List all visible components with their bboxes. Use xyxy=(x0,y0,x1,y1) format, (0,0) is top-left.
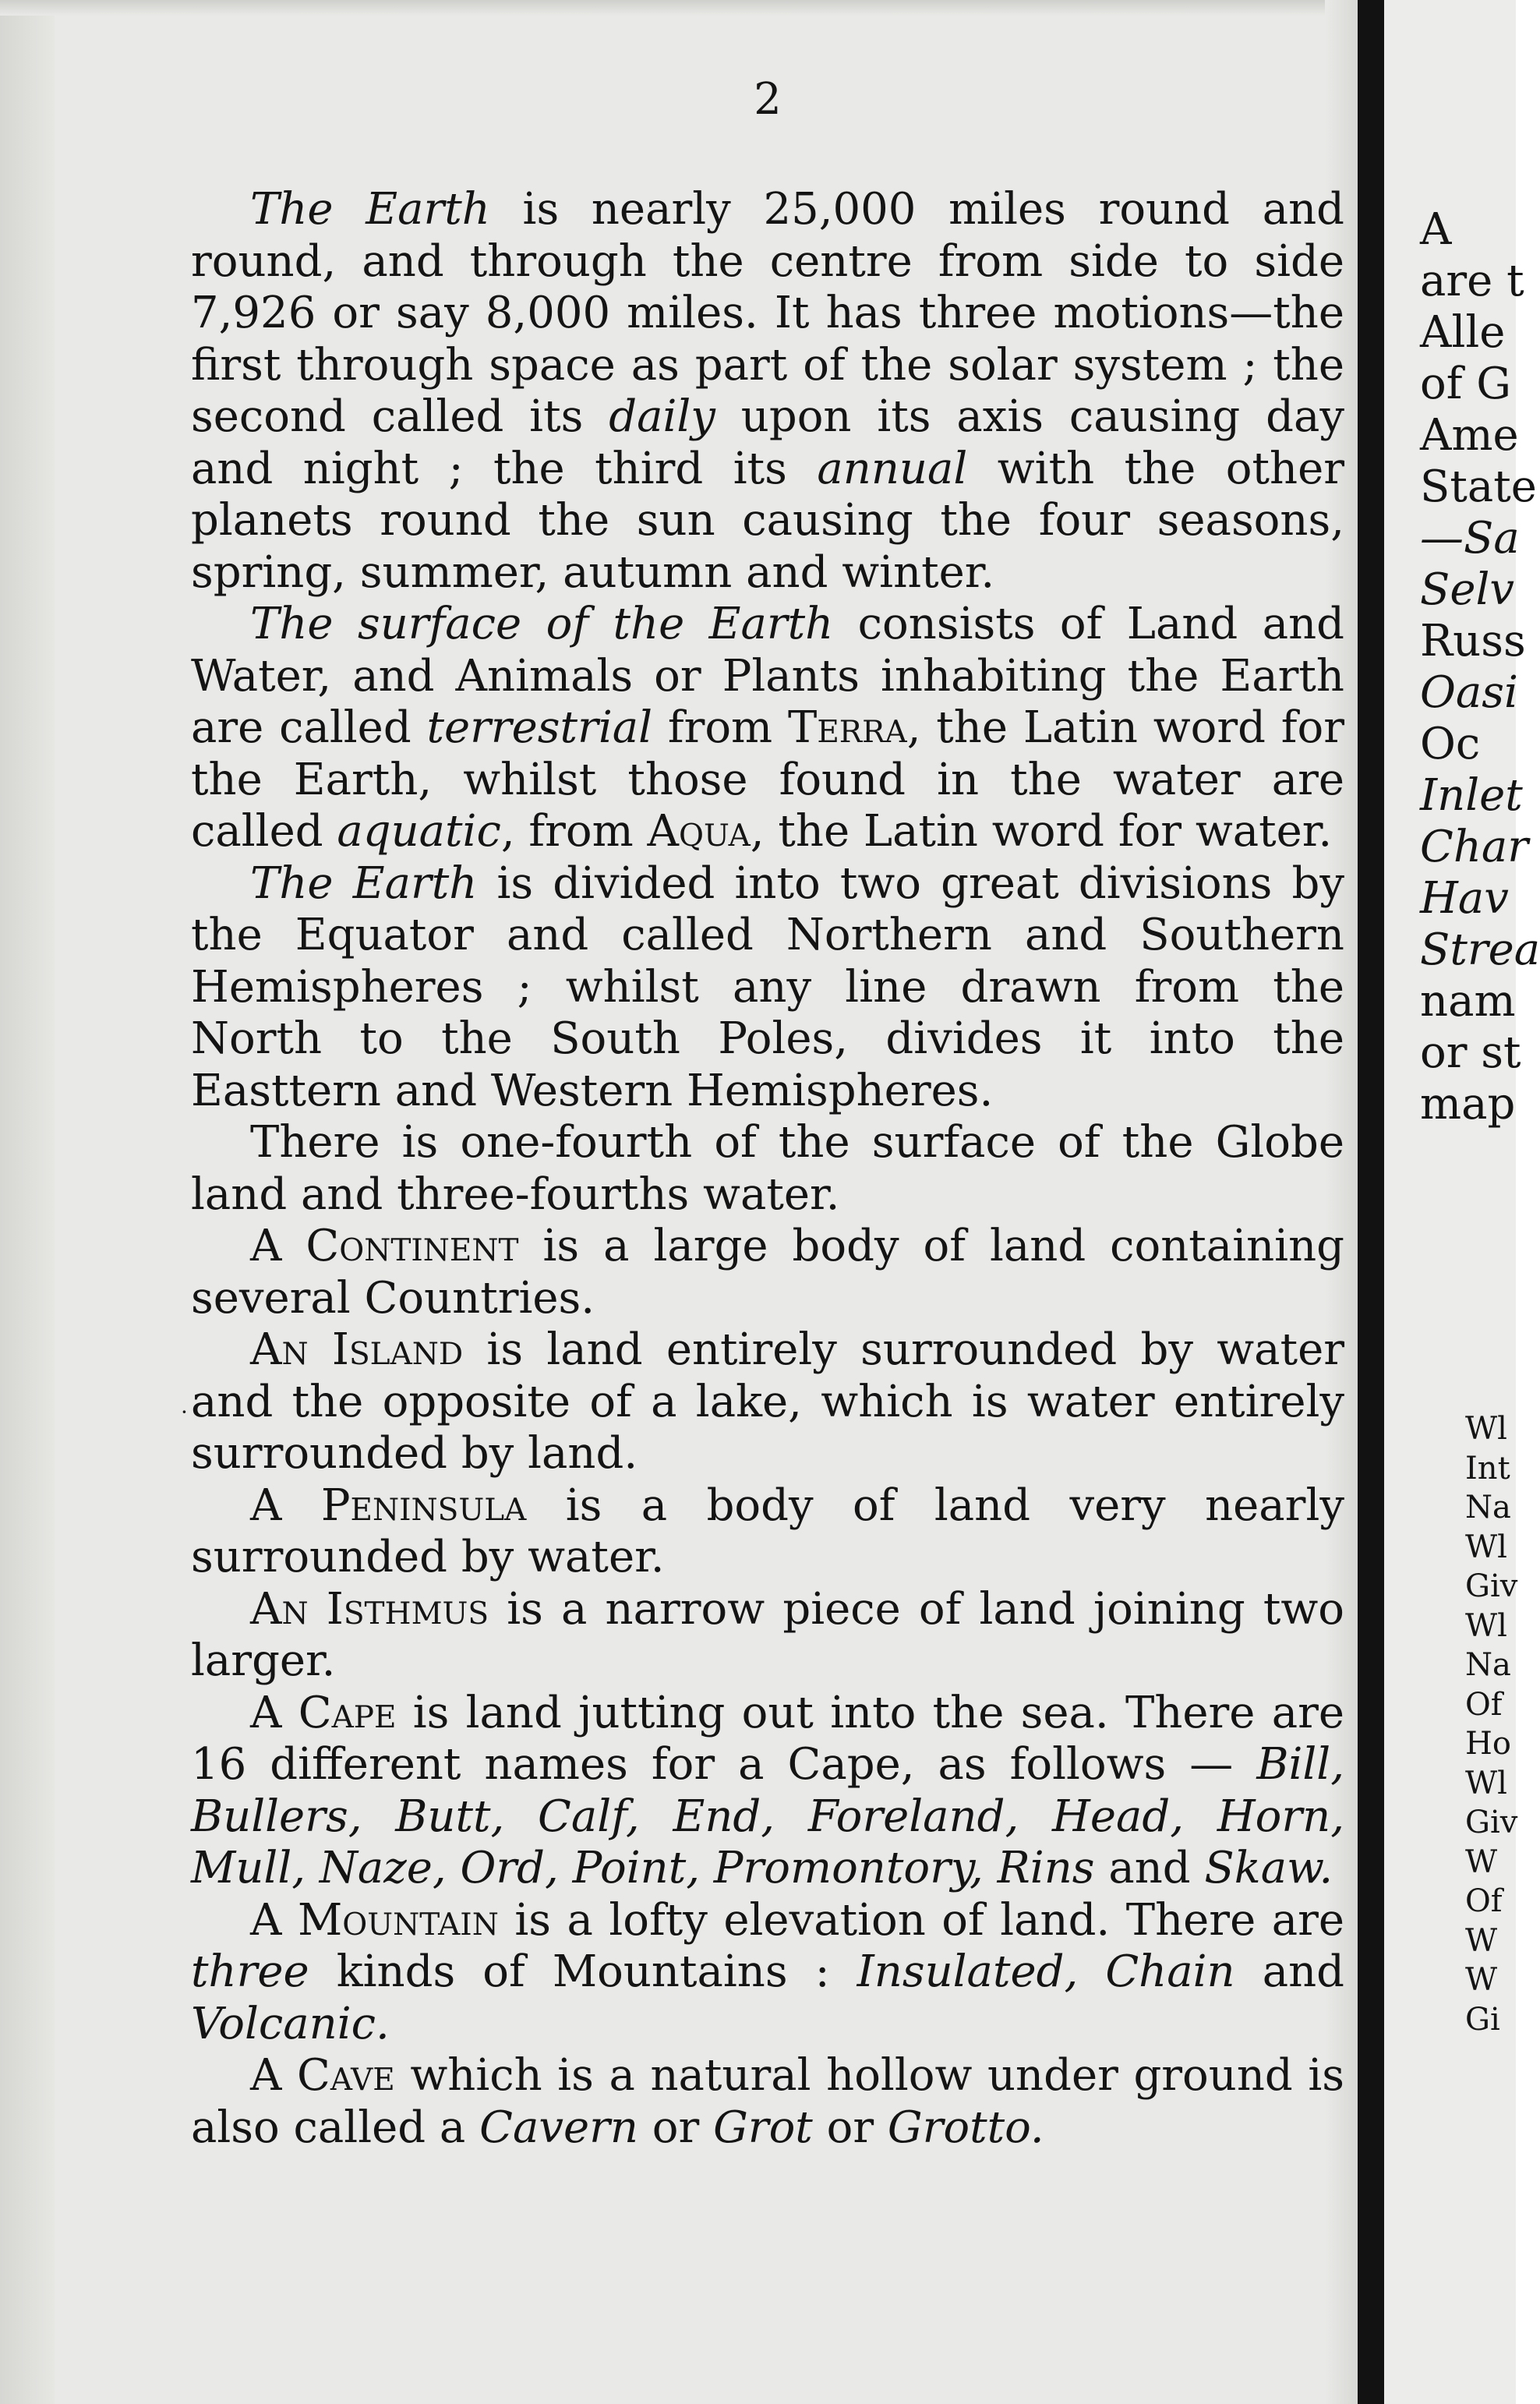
paragraph-isthmus xyxy=(191,1584,1344,1688)
text-run: is nearly 25,000 miles round and round, and through the centre from side to side 7,926 or say 8,000 miles. It has three motions—the first through space as part of the solar system ; the second called its xyxy=(191,184,1345,442)
facing-line: Oasi xyxy=(1420,667,1518,718)
facing-line: are t xyxy=(1420,256,1524,306)
paragraph-hemispheres xyxy=(191,858,1344,1118)
text-run: kinds of Mountains : xyxy=(309,1946,857,1997)
text-run: , the Latin word for water. xyxy=(750,806,1333,857)
text-run: is a narrow piece of land joining two larger. xyxy=(191,1583,1344,1686)
facing-line: Gi xyxy=(1465,2001,1500,2038)
emphasis: Bill, Bullers, Butt, Calf, End, Foreland, Head, Horn, Mull, Naze, Ord, Point, Promontory, Rins xyxy=(191,1739,1344,1893)
small-caps-term: An Island xyxy=(250,1324,464,1375)
text-run: which is a natural hollow under ground is also called a xyxy=(191,2050,1344,2153)
facing-page xyxy=(1384,0,1540,2404)
facing-line: Of xyxy=(1465,1883,1503,1919)
text-run: and xyxy=(1234,1946,1344,1997)
facing-line: Of xyxy=(1465,1686,1503,1723)
text-run: or xyxy=(812,2102,888,2153)
text-run: is a lofty elevation of land. There are xyxy=(498,1894,1345,1946)
page-number: 2 xyxy=(754,74,782,125)
emphasis: Skaw. xyxy=(1204,1843,1333,1893)
text-run: A xyxy=(250,1221,306,1271)
paragraph-cave xyxy=(191,2050,1344,2154)
small-caps-term: Continent xyxy=(306,1221,519,1271)
facing-line: A xyxy=(1420,204,1452,255)
text-run: from xyxy=(652,702,788,753)
facing-line: Hav xyxy=(1420,873,1509,924)
facing-line: W xyxy=(1465,1962,1498,1998)
paragraph-peninsula xyxy=(191,1480,1344,1584)
facing-line: nam xyxy=(1420,976,1516,1027)
facing-line: Selv xyxy=(1420,564,1515,615)
text-run: is land jutting out into the sea. There are 16 different names for a Cape, as follows — xyxy=(191,1687,1344,1790)
facing-line: W xyxy=(1465,1844,1498,1880)
facing-line: Giv xyxy=(1465,1568,1518,1604)
emphasis: The Earth xyxy=(250,857,478,909)
emphasis: The surface of the Earth xyxy=(250,599,834,649)
small-caps-term: Mountain xyxy=(297,1894,499,1946)
text-run: is land entirely surrounded by water and the opposite of a lake, which is water entirely surrounded by land. xyxy=(191,1324,1344,1479)
facing-line: Char xyxy=(1420,822,1529,872)
emphasis: Volcanic. xyxy=(191,1998,390,2049)
facing-line: Ho xyxy=(1465,1726,1511,1762)
text-run: consists of Land and Water, and Animals or Plants inhabiting the Earth are called xyxy=(191,599,1344,753)
emphasis: Grot xyxy=(713,2102,813,2153)
text-run: upon its axis causing day and night ; the third its xyxy=(191,391,1345,494)
small-caps-term: Aqua xyxy=(647,806,751,857)
text-run: is a large body of land containing several Countries. xyxy=(191,1221,1344,1324)
facing-page-text-bottom xyxy=(1465,1409,1517,2039)
emphasis: Grotto. xyxy=(887,2102,1044,2153)
main-text-column xyxy=(191,184,1344,2154)
facing-line: Na xyxy=(1465,1490,1511,1525)
facing-line: Wl xyxy=(1465,1529,1507,1565)
emphasis: The Earth xyxy=(250,184,490,235)
facing-line: Int xyxy=(1465,1450,1510,1487)
facing-line: Strea xyxy=(1420,924,1540,975)
text-run: A xyxy=(250,2050,298,2101)
small-caps-term: An Isthmus xyxy=(250,1583,489,1635)
facing-line: State xyxy=(1420,461,1537,512)
facing-line: Inlet xyxy=(1420,770,1523,821)
paragraph-mountain xyxy=(191,1895,1344,2051)
facing-line: —Sa xyxy=(1420,513,1520,564)
emphasis: annual xyxy=(817,443,968,494)
text-run: with the other planets round the sun causing the four seasons, spring, summer, autumn and winter. xyxy=(191,443,1344,598)
emphasis: terrestrial xyxy=(426,702,653,753)
facing-line: Oc xyxy=(1420,719,1481,769)
facing-page-text-top xyxy=(1420,204,1540,1130)
paragraph-land-water: There is one-fourth of the surface of the Globe land and three-fourths water. xyxy=(191,1117,1344,1220)
facing-line: Na xyxy=(1465,1647,1511,1683)
facing-line: Wl xyxy=(1465,1765,1507,1801)
text-run: A xyxy=(250,1894,298,1946)
facing-line: map xyxy=(1420,1079,1516,1130)
text-run: and xyxy=(1094,1843,1205,1893)
facing-line: Giv xyxy=(1465,1805,1518,1840)
small-caps-term: Terra xyxy=(787,702,907,753)
small-caps-term: Cape xyxy=(298,1687,397,1738)
facing-line: or st xyxy=(1420,1027,1521,1078)
top-edge xyxy=(0,0,1372,16)
facing-line: Wl xyxy=(1465,1411,1507,1447)
text-run: , from xyxy=(500,806,648,857)
facing-line: Russ xyxy=(1420,616,1526,666)
facing-line: of G xyxy=(1420,359,1511,409)
paragraph-cape xyxy=(191,1688,1344,1895)
paragraph-earth-size xyxy=(191,184,1344,599)
emphasis: three xyxy=(191,1946,309,1997)
text-run: , the Latin word for the Earth, whilst those found in the water are called xyxy=(191,702,1344,857)
facing-line: W xyxy=(1465,1922,1498,1959)
facing-line: Ame xyxy=(1420,410,1519,461)
text-run: A xyxy=(250,1687,298,1738)
small-caps-term: Peninsula xyxy=(320,1480,527,1531)
margin-mark: · xyxy=(181,1399,188,1425)
emphasis: Insulated, Chain xyxy=(857,1946,1235,1997)
text-run: is a body of land very nearly surrounded by water. xyxy=(191,1480,1344,1582)
text-run: A xyxy=(250,1480,321,1531)
facing-line: Alle xyxy=(1420,307,1506,358)
emphasis: Cavern xyxy=(479,2102,638,2153)
small-caps-term: Cave xyxy=(297,2050,395,2101)
left-margin xyxy=(0,0,55,2404)
facing-line: Wl xyxy=(1465,1607,1507,1644)
emphasis: aquatic xyxy=(337,806,501,857)
book-spine xyxy=(1358,0,1384,2404)
text-run: is divided into two great divisions by the Equator and called Northern and Southern Hemispheres ; whilst any line drawn from the North to the South Poles, divides it into the Easttern and Western Hemispheres. xyxy=(191,857,1344,1116)
paragraph-island xyxy=(191,1324,1344,1480)
text-run: or xyxy=(638,2102,714,2153)
paragraph-continent xyxy=(191,1221,1344,1324)
paragraph-surface xyxy=(191,599,1344,858)
emphasis: daily xyxy=(609,391,715,442)
